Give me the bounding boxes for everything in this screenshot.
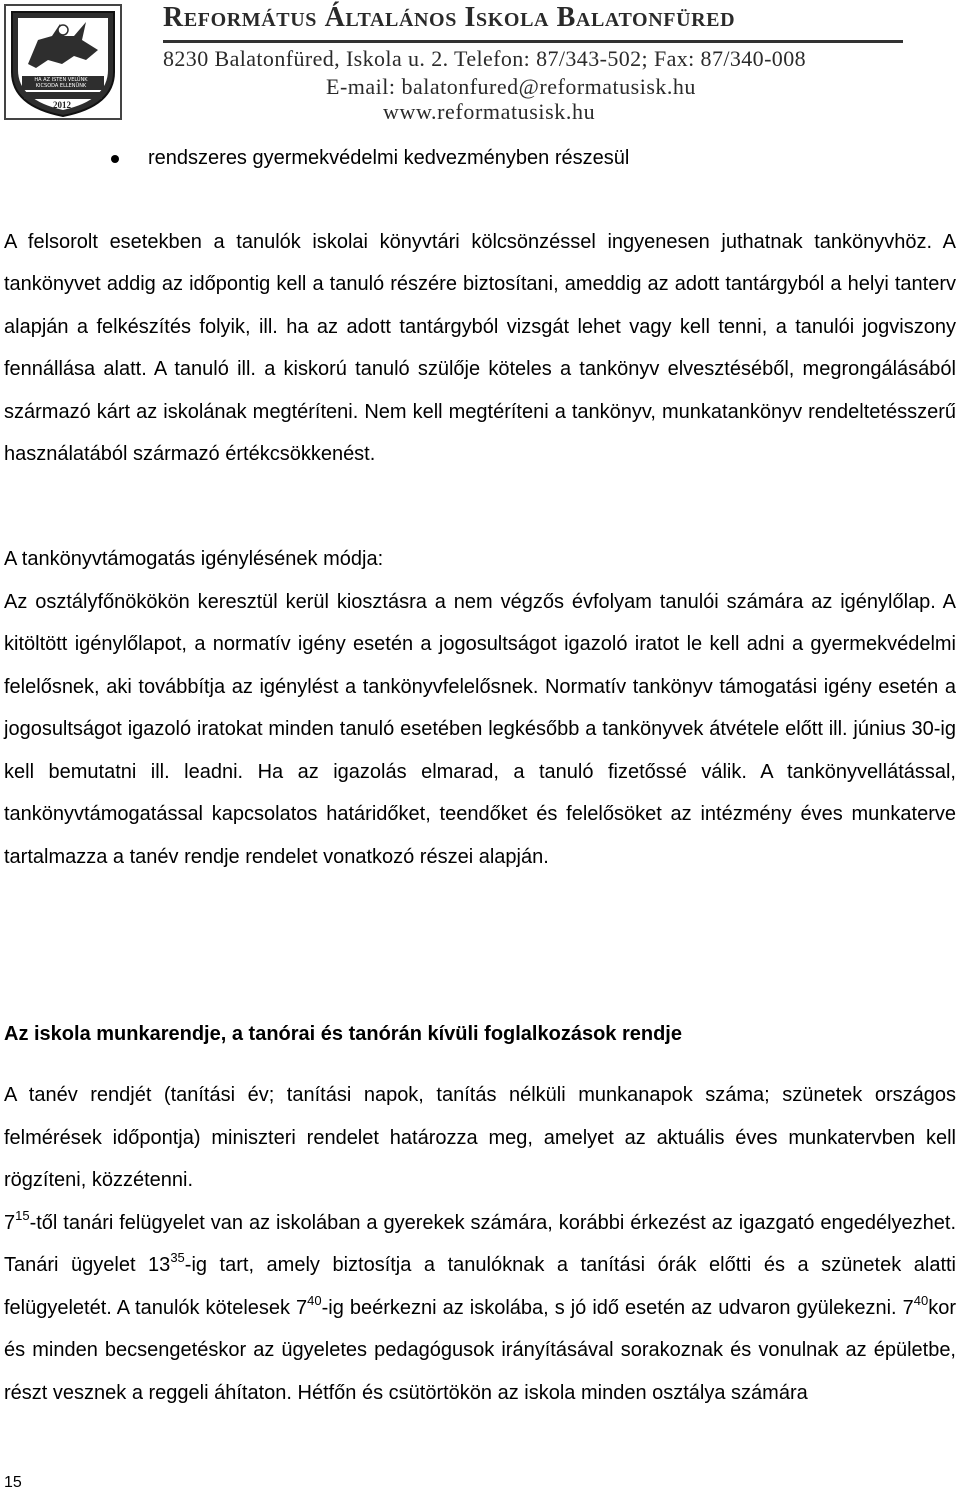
paragraph-text: Az osztályfőnökökön keresztül kerül kiosztásra a nem végzős évfolyam tanulói számára az igénylőlap. A kitöltött igénylőlapot, a normatív igény esetén a jogosultságot igazoló iratot le kell adni a gyermekvédelmi felelősnek, aki továbbítja az igénylést a tankönyvfelelősnek. Normatív tankönyv támogatási igény esetén a jogosultságot igazoló iratokat minden tanuló esetében legkésőbb a tankönyvek átvétele előtt ill. június 30-ig kell bemutatni ill. leadni. Ha az igazolás elmarad, a tanuló fizetőssé válik. A tankönyvellátással, tankönyvtámogatással kapcsolatos határidőket, teendőket és felelősöket az intézmény éves munkaterve tartalmazza a tanév rendje rendelet vonatkozó részei alapján. bbox=[4, 590, 956, 868]
bullet-text: rendszeres gyermekvédelmi kedvezményben részesül bbox=[148, 147, 630, 169]
website-line: www.reformatusisk.hu bbox=[383, 99, 596, 124]
school-name: Református Általános Iskola Balatonfüred bbox=[163, 2, 736, 33]
email-line: E-mail: balatonfured@reformatusisk.hu bbox=[326, 74, 696, 99]
logo-motto: HA AZ ISTEN VELÜNK KICSODA ELLENÜNK bbox=[34, 77, 88, 89]
section-body bbox=[4, 1074, 956, 1414]
paragraph-school-year: A tanév rendjét (tanítási év; tanítási napok, tanítás nélküli munkanapok száma; szünetek országos felmérések időpontja) miniszteri rendelet határozza meg, amelyet az aktuális éves munkatervben kell rögzíteni, közzétenni. bbox=[4, 1084, 956, 1191]
paragraph-schedule: $7^{15}$-től tanári felügyelet van az iskolában a gyerekek számára, korábbi érkezést az igazgató engedélyezhet. Tanári ügyelet $13^{35}-ig$ tart, amely biztosítja a tanulóknak a tanítási órák előtti és a szünetek alatti felügyeletét. A tanulók kötelesek $7^{40}-ig$ beérkezni az iskolába, s jó idő esetén az udvaron gyülekezni. $7^{40}kor$ és minden becsengetéskor az ügyeletes pedagógusok irányításával sorakoznak és vonulnak az épületbe, részt vesznek a reggeli áhítaton. Hétfőn és csütörtökön az iskola minden osztálya számára bbox=[4, 1207, 956, 1404]
bullet-item bbox=[148, 137, 629, 179]
paragraph-text: A felsorolt esetekben a tanulók iskolai könyvtári kölcsönzéssel ingyenesen juthatnak tankönyvhöz. A tankönyvet addig az időpontig kell a tanuló részére biztosítani, ameddig az adott tantárgyból a helyi tanterv alapján a felkészítés folyik, ill. ha az adott tantárgyból vizsgát lehet vagy kell tenni, a tanulói jogviszony fennállása alatt. A tanuló ill. a kiskorú tanuló szülője köteles a tankönyv elvesztéséből, megrongálásából származó kárt az iskolának megtéríteni. Nem kell megtéríteni a tankönyv, munkatankönyv rendeltetésszerű használatából származó értékcsökkenést. bbox=[4, 231, 956, 466]
letterhead bbox=[0, 0, 960, 125]
page-number: 15 bbox=[4, 1474, 22, 1491]
section-heading: Az iskola munkarendje, a tanórai és tanórán kívüli foglalkozások rendje bbox=[4, 1023, 682, 1045]
address-line: 8230 Balatonfüred, Iskola u. 2. Telefon: 87/343-502; Fax: 87/340-008 bbox=[163, 46, 806, 71]
header-divider bbox=[163, 40, 903, 43]
paragraph-application bbox=[4, 538, 956, 878]
bullet-icon bbox=[111, 155, 119, 163]
logo-year: 2012 bbox=[53, 100, 71, 110]
paragraph-title: A tankönyvtámogatás igénylésének módja: bbox=[4, 548, 384, 570]
paragraph-free-textbooks bbox=[4, 221, 956, 475]
